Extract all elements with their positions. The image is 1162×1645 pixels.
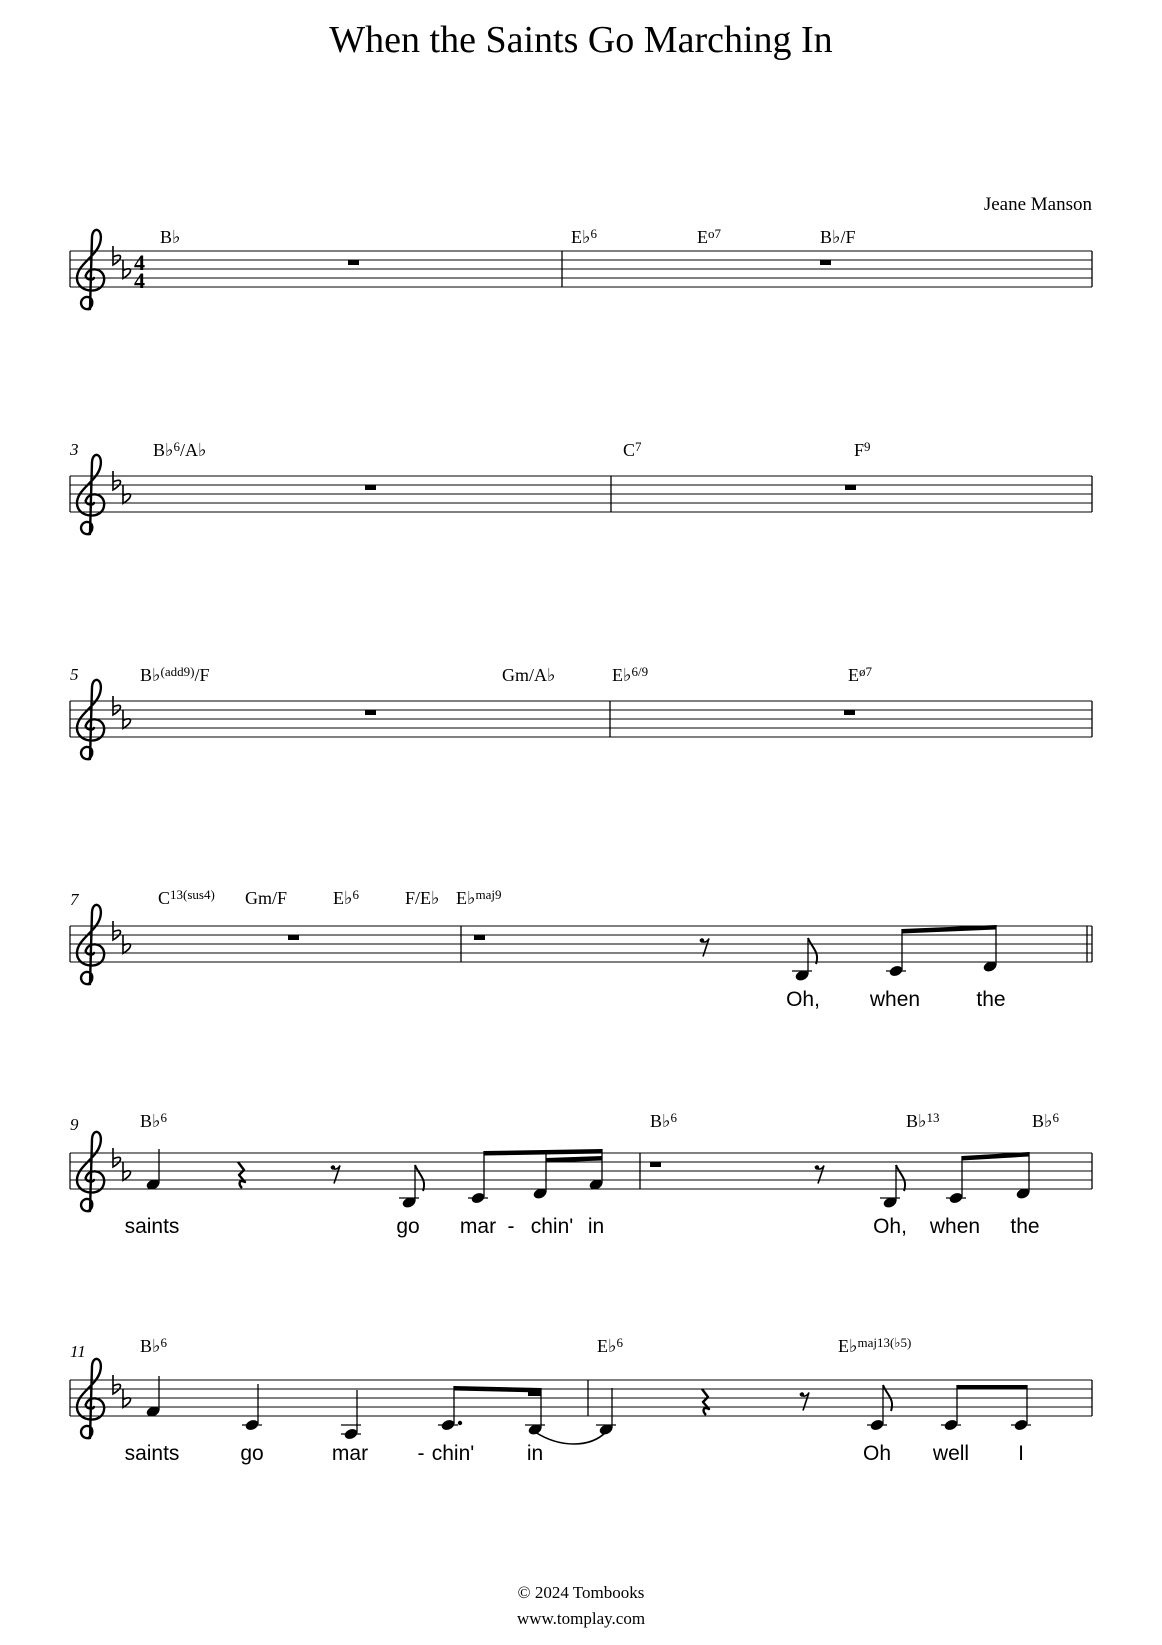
treble-clef	[77, 1132, 104, 1211]
lyric-syllable: Oh,	[873, 1215, 907, 1238]
flat-sign	[113, 1148, 121, 1167]
chord-symbol: E♭$^6$	[571, 226, 597, 247]
chord-symbol: B♭$^6$	[140, 1335, 167, 1356]
note	[145, 1149, 160, 1191]
time-signature-top: 4	[134, 250, 145, 275]
note	[145, 1376, 160, 1418]
lyric-syllable: the	[1010, 1215, 1040, 1238]
note	[438, 1386, 462, 1432]
note	[982, 925, 997, 973]
treble-clef	[77, 455, 104, 534]
chord-symbol: Gm/A♭	[502, 665, 556, 685]
note	[242, 1384, 262, 1432]
composer-name: Jeane Manson	[983, 194, 1092, 215]
lyric-syllable: go	[396, 1215, 420, 1238]
lyric-syllable: in	[587, 1215, 605, 1238]
flat-sign	[113, 921, 121, 940]
lyric-syllable: chin'	[530, 1215, 574, 1238]
measure-number: 3	[70, 440, 79, 459]
note	[1015, 1152, 1030, 1200]
lyric-syllable: Oh,	[786, 988, 820, 1011]
chord-symbol: E♭$^{maj13(♭5)}$	[838, 1335, 912, 1356]
treble-clef	[77, 680, 104, 759]
staff-system	[69, 439, 1092, 534]
note	[588, 1149, 603, 1191]
note	[867, 1385, 892, 1432]
note	[1011, 1385, 1031, 1432]
chord-symbol: E♭$^{6/9}$	[612, 664, 649, 685]
note	[792, 938, 817, 982]
treble-clef	[77, 1359, 104, 1438]
chord-symbol: $F^9$	[854, 439, 871, 460]
quarter-rest	[238, 1162, 245, 1188]
whole-rest	[845, 485, 856, 490]
measure-number: 9	[70, 1115, 79, 1134]
quarter-rest	[702, 1389, 709, 1415]
note	[941, 1385, 961, 1432]
lyric-syllable: well	[932, 1442, 970, 1465]
lyric-syllable: chin'	[431, 1442, 475, 1465]
lyric-syllable: saints	[124, 1215, 180, 1238]
copyright-text: © 2024 Tombooks	[517, 1583, 645, 1602]
chord-symbol: F/E♭	[405, 888, 440, 908]
lyric-syllable: when	[929, 1215, 981, 1238]
chord-symbol: Gm/F	[245, 888, 288, 908]
time-signature-bottom: 4	[134, 268, 145, 293]
chord-symbol: B♭$^{(add9)}$/F	[140, 664, 210, 685]
whole-rest	[365, 485, 376, 490]
chord-symbol: E♭$^6$	[333, 887, 359, 908]
lyric-syllable: the	[976, 988, 1006, 1011]
flat-sign	[113, 246, 121, 265]
staff-system	[70, 887, 1092, 1011]
treble-clef	[77, 230, 104, 309]
lyric-syllable: -	[507, 1215, 515, 1238]
lyric-syllable: in	[526, 1442, 544, 1465]
staff-system	[70, 226, 1092, 309]
flat-sign	[113, 471, 121, 490]
note	[468, 1151, 488, 1205]
note	[532, 1150, 547, 1200]
chord-symbol: $E^{o7}$	[697, 226, 721, 247]
beam	[957, 1385, 1027, 1390]
chord-symbol: E♭$^6$	[597, 1335, 623, 1356]
whole-rest	[844, 710, 855, 715]
treble-clef	[77, 905, 104, 984]
measure-number: 7	[70, 890, 79, 909]
chord-symbol: B♭$^6$	[1032, 1110, 1059, 1131]
chord-symbol: B♭$^6$/A♭	[153, 439, 207, 460]
chord-symbol: B♭	[160, 227, 181, 247]
whole-rest	[288, 935, 299, 940]
beam	[454, 1386, 541, 1393]
whole-rest	[820, 260, 831, 265]
chord-symbol: $C^7$	[623, 439, 642, 460]
chord-symbol: $E^{ø7}$	[848, 664, 872, 685]
note	[880, 1165, 905, 1209]
lyric-syllable: -	[417, 1442, 425, 1465]
lyric-syllable: go	[240, 1442, 264, 1465]
lyric-syllable: saints	[124, 1442, 180, 1465]
tie	[535, 1432, 606, 1444]
whole-rest	[365, 710, 376, 715]
chord-symbol: B♭$^{13}$	[906, 1110, 940, 1131]
measure-number: 11	[70, 1342, 86, 1361]
song-title: When the Saints Go Marching In	[329, 19, 833, 61]
chord-symbol: E♭$^{maj9}$	[456, 887, 502, 908]
lyric-syllable: I	[1018, 1442, 1024, 1465]
lyric-syllable: Oh	[862, 1442, 892, 1465]
whole-rest	[650, 1162, 661, 1167]
chord-symbol: B♭$^6$	[650, 1110, 677, 1131]
measure-number: 5	[70, 665, 79, 684]
page-footer	[0, 1580, 1162, 1632]
staff-system	[70, 1110, 1092, 1238]
chord-symbol: $C^{13(sus4)}$	[158, 887, 215, 908]
beam	[484, 1149, 602, 1156]
lyric-syllable: mar	[331, 1442, 369, 1465]
chord-symbol: B♭$^6$	[140, 1110, 167, 1131]
whole-rest	[348, 260, 359, 265]
staff-system	[70, 1335, 1092, 1465]
flat-sign	[113, 696, 121, 715]
website-url[interactable]: www.tomplay.com	[516, 1609, 646, 1628]
chord-symbol: B♭/F	[820, 227, 856, 247]
whole-rest	[474, 935, 485, 940]
lyric-syllable: when	[869, 988, 921, 1011]
flat-sign	[113, 1375, 121, 1394]
lyric-syllable: mar	[459, 1215, 497, 1238]
staff-system	[70, 664, 1092, 759]
note	[399, 1165, 424, 1209]
note	[596, 1388, 616, 1436]
